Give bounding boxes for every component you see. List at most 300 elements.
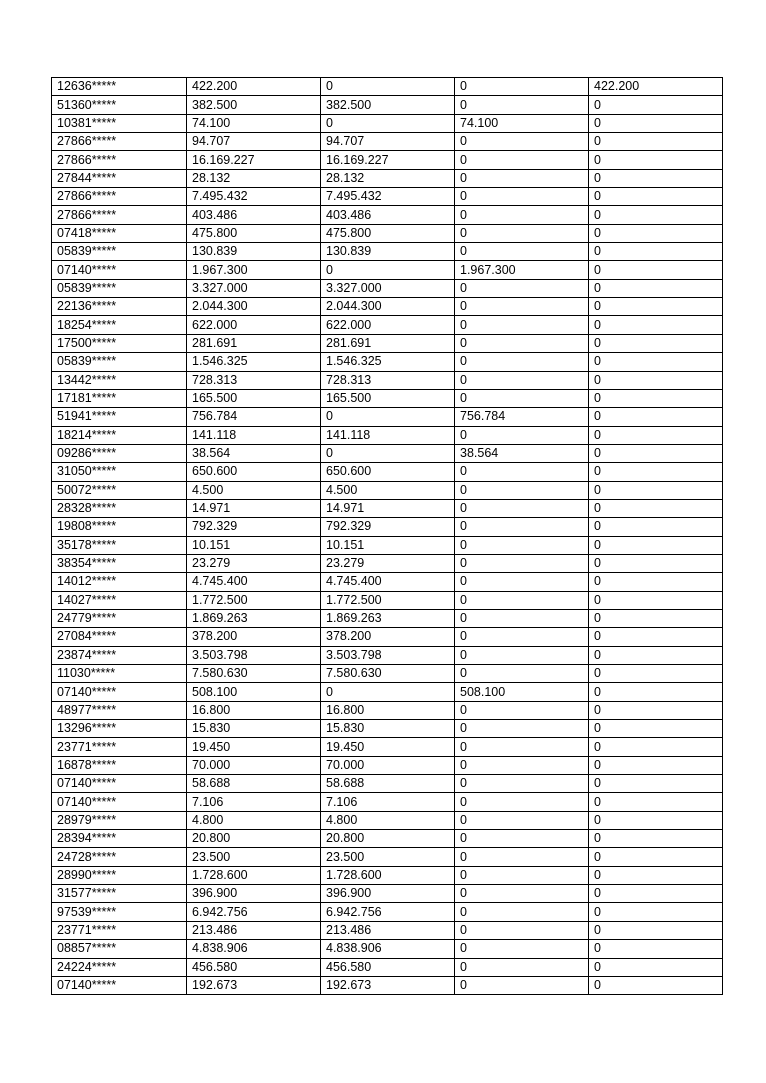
total-cell: 130.839	[187, 243, 321, 261]
table-row	[52, 903, 723, 921]
total-cell: 422.200	[187, 78, 321, 96]
amount-b-cell: 0	[455, 738, 589, 756]
total-cell: 622.000	[187, 316, 321, 334]
table-row	[52, 775, 723, 793]
total-cell: 378.200	[187, 628, 321, 646]
amount-b-cell: 0	[455, 940, 589, 958]
amount-a-cell: 7.106	[321, 793, 455, 811]
total-cell: 28.132	[187, 169, 321, 187]
amount-c-cell: 0	[589, 114, 723, 132]
amount-b-cell: 0	[455, 169, 589, 187]
amount-a-cell: 213.486	[321, 921, 455, 939]
amount-b-cell: 0	[455, 628, 589, 646]
id-cell: 13296*****	[52, 720, 187, 738]
amount-b-cell: 0	[455, 206, 589, 224]
table-row	[52, 261, 723, 279]
amount-c-cell: 0	[589, 499, 723, 517]
table-row	[52, 830, 723, 848]
id-cell: 48977*****	[52, 701, 187, 719]
amount-c-cell: 0	[589, 775, 723, 793]
id-cell: 12636*****	[52, 78, 187, 96]
amount-a-cell: 456.580	[321, 958, 455, 976]
amount-b-cell: 0	[455, 866, 589, 884]
id-cell: 23771*****	[52, 921, 187, 939]
id-cell: 07140*****	[52, 775, 187, 793]
id-cell: 27866*****	[52, 133, 187, 151]
id-cell: 05839*****	[52, 243, 187, 261]
amount-c-cell: 0	[589, 958, 723, 976]
amount-a-cell: 165.500	[321, 389, 455, 407]
total-cell: 16.169.227	[187, 151, 321, 169]
amount-a-cell: 1.869.263	[321, 609, 455, 627]
total-cell: 20.800	[187, 830, 321, 848]
table-row	[52, 371, 723, 389]
id-cell: 08857*****	[52, 940, 187, 958]
table-row	[52, 279, 723, 297]
table-row	[52, 133, 723, 151]
table-row	[52, 573, 723, 591]
id-cell: 23874*****	[52, 646, 187, 664]
id-cell: 50072*****	[52, 481, 187, 499]
amount-a-cell: 0	[321, 408, 455, 426]
table-row	[52, 389, 723, 407]
total-cell: 3.503.798	[187, 646, 321, 664]
total-cell: 403.486	[187, 206, 321, 224]
amount-a-cell: 7.580.630	[321, 665, 455, 683]
id-cell: 18254*****	[52, 316, 187, 334]
amount-b-cell: 38.564	[455, 444, 589, 462]
table-row	[52, 518, 723, 536]
total-cell: 19.450	[187, 738, 321, 756]
table-row	[52, 665, 723, 683]
total-cell: 38.564	[187, 444, 321, 462]
amount-b-cell: 0	[455, 921, 589, 939]
table-row	[52, 756, 723, 774]
amount-a-cell: 650.600	[321, 463, 455, 481]
id-cell: 28328*****	[52, 499, 187, 517]
id-cell: 09286*****	[52, 444, 187, 462]
table-row	[52, 921, 723, 939]
amount-c-cell: 0	[589, 518, 723, 536]
amount-c-cell: 0	[589, 646, 723, 664]
id-cell: 17500*****	[52, 334, 187, 352]
amount-b-cell: 0	[455, 591, 589, 609]
amount-c-cell: 0	[589, 811, 723, 829]
table-row	[52, 298, 723, 316]
amount-b-cell: 0	[455, 609, 589, 627]
id-cell: 27866*****	[52, 151, 187, 169]
amount-c-cell: 0	[589, 389, 723, 407]
amount-b-cell: 0	[455, 389, 589, 407]
table-row	[52, 701, 723, 719]
amount-c-cell: 0	[589, 463, 723, 481]
id-cell: 16878*****	[52, 756, 187, 774]
amount-c-cell: 0	[589, 426, 723, 444]
table-row	[52, 958, 723, 976]
amount-a-cell: 10.151	[321, 536, 455, 554]
total-cell: 1.728.600	[187, 866, 321, 884]
amount-c-cell: 0	[589, 206, 723, 224]
amount-c-cell: 0	[589, 243, 723, 261]
table-row	[52, 206, 723, 224]
table-row	[52, 114, 723, 132]
amount-b-cell: 0	[455, 133, 589, 151]
amount-b-cell: 0	[455, 756, 589, 774]
amount-a-cell: 6.942.756	[321, 903, 455, 921]
amount-a-cell: 23.279	[321, 554, 455, 572]
amount-a-cell: 475.800	[321, 224, 455, 242]
table-row	[52, 426, 723, 444]
total-cell: 213.486	[187, 921, 321, 939]
total-cell: 650.600	[187, 463, 321, 481]
id-cell: 10381*****	[52, 114, 187, 132]
amount-b-cell: 0	[455, 573, 589, 591]
amount-c-cell: 0	[589, 408, 723, 426]
amount-c-cell: 0	[589, 188, 723, 206]
table-row	[52, 628, 723, 646]
amount-c-cell: 0	[589, 371, 723, 389]
table-row	[52, 353, 723, 371]
amount-b-cell: 0	[455, 334, 589, 352]
amount-c-cell: 0	[589, 536, 723, 554]
amount-c-cell: 0	[589, 830, 723, 848]
total-cell: 396.900	[187, 885, 321, 903]
amount-c-cell: 0	[589, 701, 723, 719]
total-cell: 58.688	[187, 775, 321, 793]
table-row	[52, 96, 723, 114]
amount-b-cell: 0	[455, 958, 589, 976]
amount-c-cell: 0	[589, 353, 723, 371]
id-cell: 14027*****	[52, 591, 187, 609]
amount-a-cell: 14.971	[321, 499, 455, 517]
total-cell: 1.546.325	[187, 353, 321, 371]
amount-c-cell: 0	[589, 444, 723, 462]
table-row	[52, 536, 723, 554]
id-cell: 17181*****	[52, 389, 187, 407]
amount-a-cell: 2.044.300	[321, 298, 455, 316]
id-cell: 13442*****	[52, 371, 187, 389]
amount-b-cell: 0	[455, 701, 589, 719]
id-cell: 28990*****	[52, 866, 187, 884]
amount-b-cell: 0	[455, 224, 589, 242]
amount-a-cell: 0	[321, 114, 455, 132]
amount-c-cell: 0	[589, 316, 723, 334]
amount-b-cell: 0	[455, 151, 589, 169]
total-cell: 475.800	[187, 224, 321, 242]
table-row	[52, 646, 723, 664]
id-cell: 11030*****	[52, 665, 187, 683]
id-cell: 27844*****	[52, 169, 187, 187]
amount-c-cell: 422.200	[589, 78, 723, 96]
table-row	[52, 463, 723, 481]
table-row	[52, 738, 723, 756]
amount-c-cell: 0	[589, 481, 723, 499]
amount-b-cell: 0	[455, 554, 589, 572]
id-cell: 97539*****	[52, 903, 187, 921]
amount-a-cell: 0	[321, 683, 455, 701]
total-cell: 508.100	[187, 683, 321, 701]
table-row	[52, 940, 723, 958]
amount-b-cell: 0	[455, 885, 589, 903]
table-row	[52, 848, 723, 866]
amount-a-cell: 4.838.906	[321, 940, 455, 958]
table-row	[52, 316, 723, 334]
amount-a-cell: 0	[321, 78, 455, 96]
total-cell: 23.500	[187, 848, 321, 866]
total-cell: 1.869.263	[187, 609, 321, 627]
total-cell: 4.838.906	[187, 940, 321, 958]
amount-a-cell: 0	[321, 444, 455, 462]
amount-c-cell: 0	[589, 940, 723, 958]
amount-a-cell: 1.728.600	[321, 866, 455, 884]
amount-b-cell: 0	[455, 279, 589, 297]
total-cell: 70.000	[187, 756, 321, 774]
amount-a-cell: 16.800	[321, 701, 455, 719]
id-cell: 14012*****	[52, 573, 187, 591]
table-row	[52, 169, 723, 187]
amount-b-cell: 0	[455, 775, 589, 793]
amount-c-cell: 0	[589, 554, 723, 572]
total-cell: 4.500	[187, 481, 321, 499]
table-row	[52, 151, 723, 169]
total-cell: 7.495.432	[187, 188, 321, 206]
amount-b-cell: 0	[455, 481, 589, 499]
amount-a-cell: 3.503.798	[321, 646, 455, 664]
id-cell: 22136*****	[52, 298, 187, 316]
amount-b-cell: 0	[455, 830, 589, 848]
id-cell: 05839*****	[52, 279, 187, 297]
amount-c-cell: 0	[589, 133, 723, 151]
amount-a-cell: 403.486	[321, 206, 455, 224]
amount-b-cell: 0	[455, 665, 589, 683]
id-cell: 35178*****	[52, 536, 187, 554]
total-cell: 141.118	[187, 426, 321, 444]
amount-c-cell: 0	[589, 976, 723, 994]
table-row	[52, 866, 723, 884]
id-cell: 24728*****	[52, 848, 187, 866]
total-cell: 94.707	[187, 133, 321, 151]
amount-b-cell: 0	[455, 78, 589, 96]
table-row	[52, 224, 723, 242]
total-cell: 16.800	[187, 701, 321, 719]
table-row	[52, 499, 723, 517]
amount-c-cell: 0	[589, 591, 723, 609]
table-row	[52, 243, 723, 261]
amount-c-cell: 0	[589, 683, 723, 701]
amount-b-cell: 0	[455, 188, 589, 206]
id-cell: 51941*****	[52, 408, 187, 426]
amount-b-cell: 508.100	[455, 683, 589, 701]
amount-a-cell: 396.900	[321, 885, 455, 903]
id-cell: 31050*****	[52, 463, 187, 481]
amount-a-cell: 58.688	[321, 775, 455, 793]
id-cell: 23771*****	[52, 738, 187, 756]
amount-c-cell: 0	[589, 756, 723, 774]
amount-a-cell: 94.707	[321, 133, 455, 151]
amount-c-cell: 0	[589, 573, 723, 591]
amount-c-cell: 0	[589, 866, 723, 884]
total-cell: 23.279	[187, 554, 321, 572]
id-cell: 07140*****	[52, 683, 187, 701]
total-cell: 15.830	[187, 720, 321, 738]
amount-a-cell: 382.500	[321, 96, 455, 114]
amount-b-cell: 0	[455, 518, 589, 536]
amount-b-cell: 0	[455, 426, 589, 444]
amount-a-cell: 70.000	[321, 756, 455, 774]
amount-b-cell: 74.100	[455, 114, 589, 132]
total-cell: 7.106	[187, 793, 321, 811]
table-row	[52, 811, 723, 829]
table-row	[52, 793, 723, 811]
table-body	[52, 78, 723, 995]
table-row	[52, 720, 723, 738]
amount-b-cell: 0	[455, 793, 589, 811]
amount-b-cell: 756.784	[455, 408, 589, 426]
total-cell: 165.500	[187, 389, 321, 407]
amount-a-cell: 4.500	[321, 481, 455, 499]
amount-a-cell: 4.745.400	[321, 573, 455, 591]
amount-c-cell: 0	[589, 793, 723, 811]
total-cell: 10.151	[187, 536, 321, 554]
amount-c-cell: 0	[589, 665, 723, 683]
amount-b-cell: 0	[455, 536, 589, 554]
table-row	[52, 554, 723, 572]
table-row	[52, 976, 723, 994]
total-cell: 3.327.000	[187, 279, 321, 297]
id-cell: 18214*****	[52, 426, 187, 444]
total-cell: 1.967.300	[187, 261, 321, 279]
amount-b-cell: 0	[455, 371, 589, 389]
total-cell: 382.500	[187, 96, 321, 114]
total-cell: 74.100	[187, 114, 321, 132]
id-cell: 28979*****	[52, 811, 187, 829]
amount-a-cell: 4.800	[321, 811, 455, 829]
amount-a-cell: 792.329	[321, 518, 455, 536]
amount-c-cell: 0	[589, 169, 723, 187]
id-cell: 31577*****	[52, 885, 187, 903]
amount-c-cell: 0	[589, 279, 723, 297]
total-cell: 192.673	[187, 976, 321, 994]
amount-b-cell: 0	[455, 976, 589, 994]
total-cell: 728.313	[187, 371, 321, 389]
id-cell: 27084*****	[52, 628, 187, 646]
table-row	[52, 78, 723, 96]
amount-a-cell: 192.673	[321, 976, 455, 994]
amount-c-cell: 0	[589, 885, 723, 903]
amount-c-cell: 0	[589, 261, 723, 279]
table-row	[52, 609, 723, 627]
amount-a-cell: 0	[321, 261, 455, 279]
amount-b-cell: 0	[455, 353, 589, 371]
table-row	[52, 591, 723, 609]
data-table	[51, 77, 723, 995]
amount-a-cell: 20.800	[321, 830, 455, 848]
id-cell: 24779*****	[52, 609, 187, 627]
amount-c-cell: 0	[589, 151, 723, 169]
amount-b-cell: 0	[455, 646, 589, 664]
id-cell: 38354*****	[52, 554, 187, 572]
table-row	[52, 683, 723, 701]
total-cell: 4.800	[187, 811, 321, 829]
amount-a-cell: 378.200	[321, 628, 455, 646]
id-cell: 07140*****	[52, 261, 187, 279]
amount-a-cell: 15.830	[321, 720, 455, 738]
total-cell: 4.745.400	[187, 573, 321, 591]
amount-c-cell: 0	[589, 334, 723, 352]
amount-b-cell: 0	[455, 243, 589, 261]
amount-a-cell: 19.450	[321, 738, 455, 756]
id-cell: 24224*****	[52, 958, 187, 976]
amount-c-cell: 0	[589, 903, 723, 921]
amount-b-cell: 0	[455, 316, 589, 334]
amount-c-cell: 0	[589, 298, 723, 316]
amount-a-cell: 622.000	[321, 316, 455, 334]
amount-c-cell: 0	[589, 921, 723, 939]
amount-b-cell: 0	[455, 96, 589, 114]
id-cell: 51360*****	[52, 96, 187, 114]
amount-a-cell: 130.839	[321, 243, 455, 261]
amount-c-cell: 0	[589, 738, 723, 756]
id-cell: 07418*****	[52, 224, 187, 242]
total-cell: 281.691	[187, 334, 321, 352]
id-cell: 27866*****	[52, 188, 187, 206]
amount-a-cell: 28.132	[321, 169, 455, 187]
amount-a-cell: 281.691	[321, 334, 455, 352]
id-cell: 07140*****	[52, 976, 187, 994]
amount-b-cell: 0	[455, 463, 589, 481]
total-cell: 456.580	[187, 958, 321, 976]
amount-b-cell: 0	[455, 848, 589, 866]
table-row	[52, 188, 723, 206]
amount-a-cell: 141.118	[321, 426, 455, 444]
id-cell: 07140*****	[52, 793, 187, 811]
amount-a-cell: 16.169.227	[321, 151, 455, 169]
amount-b-cell: 1.967.300	[455, 261, 589, 279]
total-cell: 14.971	[187, 499, 321, 517]
total-cell: 7.580.630	[187, 665, 321, 683]
total-cell: 756.784	[187, 408, 321, 426]
id-cell: 05839*****	[52, 353, 187, 371]
total-cell: 2.044.300	[187, 298, 321, 316]
table-row	[52, 885, 723, 903]
table-row	[52, 408, 723, 426]
amount-a-cell: 7.495.432	[321, 188, 455, 206]
table-row	[52, 481, 723, 499]
amount-c-cell: 0	[589, 224, 723, 242]
total-cell: 6.942.756	[187, 903, 321, 921]
amount-b-cell: 0	[455, 903, 589, 921]
amount-c-cell: 0	[589, 848, 723, 866]
id-cell: 28394*****	[52, 830, 187, 848]
amount-c-cell: 0	[589, 96, 723, 114]
amount-c-cell: 0	[589, 628, 723, 646]
total-cell: 1.772.500	[187, 591, 321, 609]
amount-b-cell: 0	[455, 720, 589, 738]
id-cell: 19808*****	[52, 518, 187, 536]
id-cell: 27866*****	[52, 206, 187, 224]
amount-a-cell: 1.546.325	[321, 353, 455, 371]
amount-b-cell: 0	[455, 811, 589, 829]
amount-b-cell: 0	[455, 298, 589, 316]
amount-c-cell: 0	[589, 720, 723, 738]
table-row	[52, 334, 723, 352]
amount-a-cell: 23.500	[321, 848, 455, 866]
amount-a-cell: 1.772.500	[321, 591, 455, 609]
total-cell: 792.329	[187, 518, 321, 536]
amount-a-cell: 3.327.000	[321, 279, 455, 297]
amount-c-cell: 0	[589, 609, 723, 627]
table-row	[52, 444, 723, 462]
